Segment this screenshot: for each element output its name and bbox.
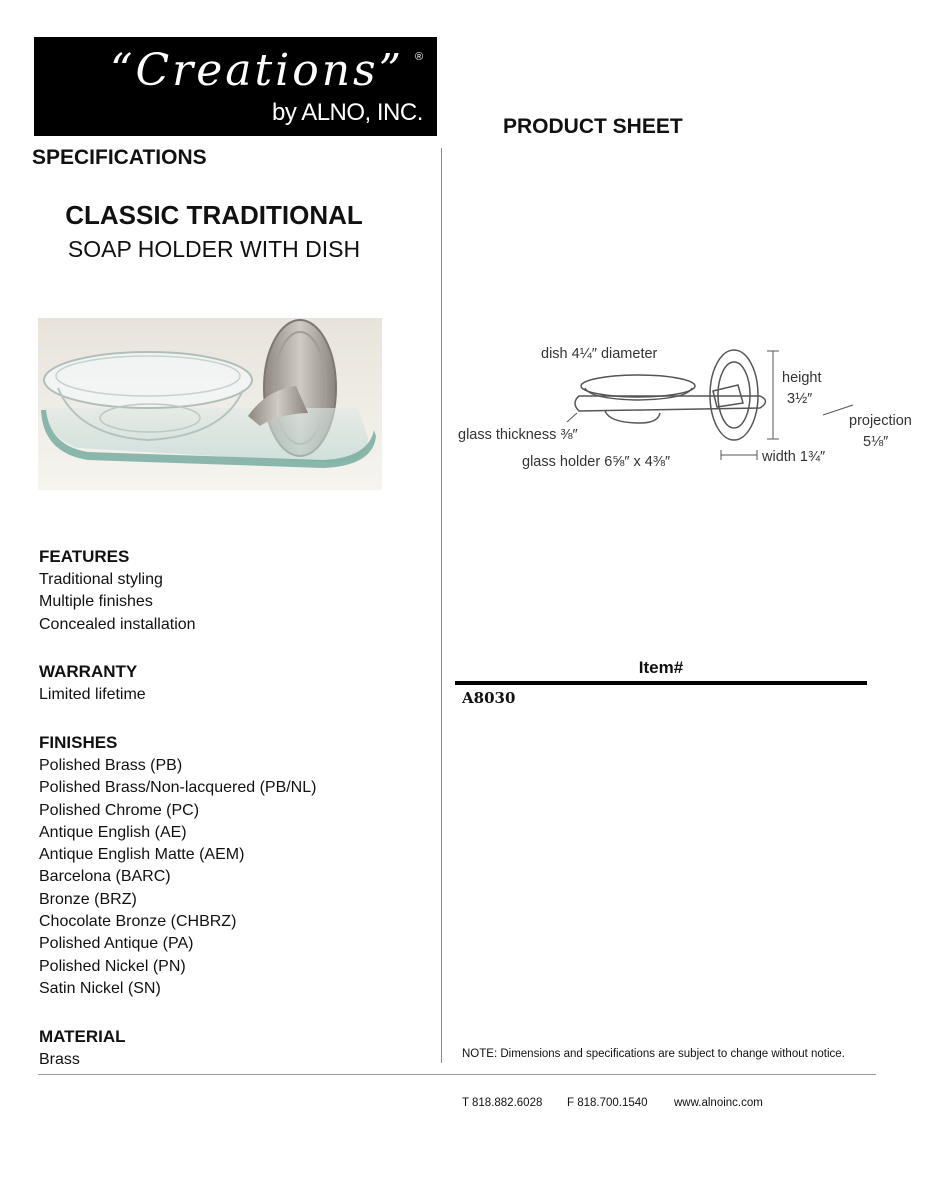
dim-projection-value: 5⅛″ (863, 434, 889, 450)
item-number: A8030 (462, 689, 516, 707)
specifications-heading: SPECIFICATIONS (32, 146, 207, 169)
list-item: Antique English Matte (AEM) (39, 846, 245, 864)
material-heading: MATERIAL (39, 1027, 126, 1046)
logo-registered-mark: ® (415, 51, 424, 63)
product-sheet-heading: PRODUCT SHEET (503, 115, 683, 138)
product-photo (38, 318, 382, 490)
disclaimer-note: NOTE: Dimensions and specifications are subject to change without notice. (462, 1048, 845, 1060)
features-heading: FEATURES (39, 547, 130, 566)
dim-height-value: 3½″ (787, 391, 813, 407)
list-item: Limited lifetime (39, 686, 146, 703)
list-item: Polished Nickel (PN) (39, 957, 186, 975)
product-title: CLASSIC TRADITIONAL (65, 200, 363, 230)
item-divider (455, 681, 867, 685)
dim-dish-label: dish 4¼″ diameter (541, 346, 658, 362)
list-item: Traditional styling (39, 571, 163, 588)
list-item: Polished Chrome (PC) (39, 801, 200, 819)
logo-by-line: by ALNO, INC. (272, 99, 423, 126)
footer-phone: T 818.882.6028 (462, 1097, 543, 1109)
list-item: Antique English (AE) (39, 823, 187, 841)
dimension-drawing (455, 333, 915, 478)
dim-width: width 1¾″ (762, 449, 826, 465)
list-item: Brass (39, 1051, 80, 1068)
dim-projection-label: projection (849, 413, 912, 429)
column-divider (441, 148, 442, 1063)
dim-glass-holder: glass holder 6⅝″ x 4⅜″ (522, 454, 671, 470)
logo-brand-name: “Creations” (110, 45, 405, 96)
list-item: Polished Brass/Non-lacquered (PB/NL) (39, 779, 317, 797)
footer-divider (38, 1074, 876, 1075)
dim-glass-thickness: glass thickness ⅜″ (458, 427, 578, 443)
features-list (39, 569, 196, 636)
item-number-heading: Item# (638, 658, 684, 677)
footer-fax: F 818.700.1540 (567, 1097, 648, 1109)
finishes-heading: FINISHES (39, 733, 118, 752)
list-item: Chocolate Bronze (CHBRZ) (39, 913, 237, 931)
warranty-list (39, 684, 146, 706)
list-item: Multiple finishes (39, 593, 153, 611)
dim-height-label: height (782, 370, 822, 386)
list-item: Barcelona (BARC) (39, 868, 171, 886)
list-item: Concealed installation (39, 615, 196, 633)
list-item: Satin Nickel (SN) (39, 979, 161, 997)
footer-website-link[interactable]: www.alnoinc.com (674, 1097, 763, 1109)
list-item: Bronze (BRZ) (39, 890, 137, 908)
warranty-heading: WARRANTY (39, 662, 138, 681)
brand-logo (34, 37, 437, 136)
material-list (39, 1049, 80, 1071)
product-subtitle: SOAP HOLDER WITH DISH (67, 236, 361, 262)
list-item: Polished Antique (PA) (39, 935, 194, 953)
finishes-list (39, 755, 316, 1000)
list-item: Polished Brass (PB) (39, 757, 183, 774)
